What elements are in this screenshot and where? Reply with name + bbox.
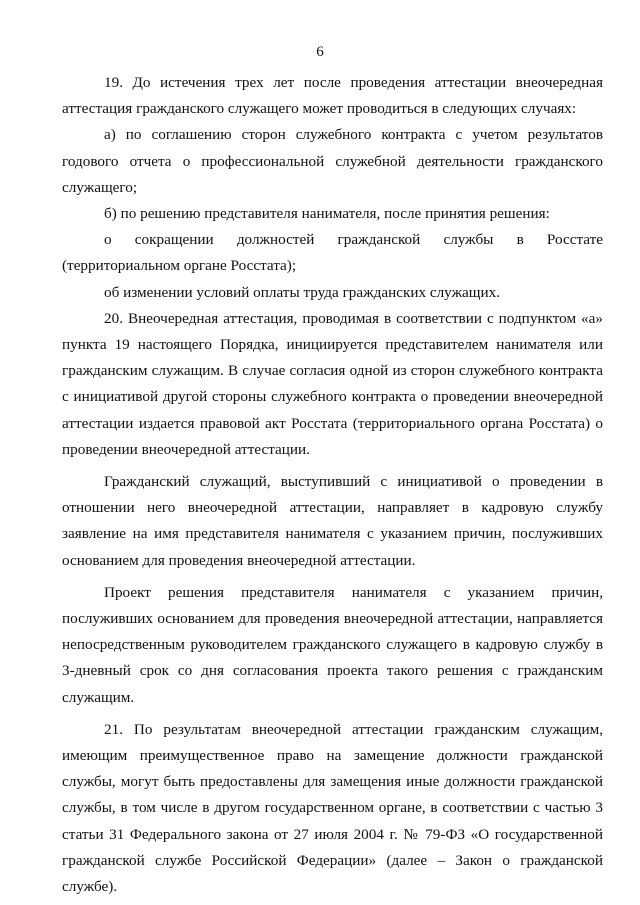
paragraph-19: 19. До истечения трех лет после проведения аттестации внеочередная аттестация гражданского служащего может проводиться в следующих случаях:: [62, 74, 603, 118]
paragraph-19-a: а) по соглашению сторон служебного контракта с учетом результатов годового отчета о профессиональной служебной деятельности гражданского служащего;: [62, 126, 603, 196]
paragraph-20-draft-decision: Проект решения представителя нанимателя с указанием причин, послуживших основанием для проведения внеочередной аттестации, направляется непосредственным руководителем гражданского служащего в кадровую службу в 3-дневный срок со дня согласования проекта такого решения с гражданским служащим.: [62, 583, 603, 706]
paragraph-19-b-pay-change: об изменении условий оплаты труда гражданских служащих.: [104, 283, 501, 301]
paragraph-20: 20. Внеочередная аттестация, проводимая в соответствии с подпунктом «а» пункта 19 настоящего Порядка, инициируется представителем нанимателя или гражданским служащим. В случае согласия одной из сторон служебного контракта с инициативой другой стороны служебного контракта о проведении внеочередной аттестации издается правовой акт Росстата (территориального органа Росстата) о проведении внеочередной аттестации.: [62, 309, 603, 458]
paragraph-19-b-reduction: о сокращении должностей гражданской службы в Росстате (территориальном органе Росстата);: [62, 231, 603, 275]
document-body: [62, 70, 603, 900]
paragraph-19-b: б) по решению представителя нанимателя, после принятия решения:: [104, 205, 550, 223]
page-number: 6: [316, 44, 324, 60]
paragraph-20-employee-initiative: Гражданский служащий, выступивший с инициативой о проведении в отношении него внеочередной аттестации, направляет в кадровую службу заявление на имя представителя нанимателя с указанием причин, послуживших основанием для проведения внеочередной аттестации.: [62, 473, 603, 569]
paragraph-21: 21. По результатам внеочередной аттестации гражданским служащим, имеющим преимущественное право на замещение должности гражданской службы, могут быть предоставлены для замещения иные должности гражданской службы, в том числе в другом государственном органе, в соответствии с частью 3 статьи 31 Федерального закона от 27 июля 2004 г. № 79-ФЗ «О государственной гражданской службе Российской Федерации» (далее – Закон о гражданской службе).: [62, 720, 603, 896]
